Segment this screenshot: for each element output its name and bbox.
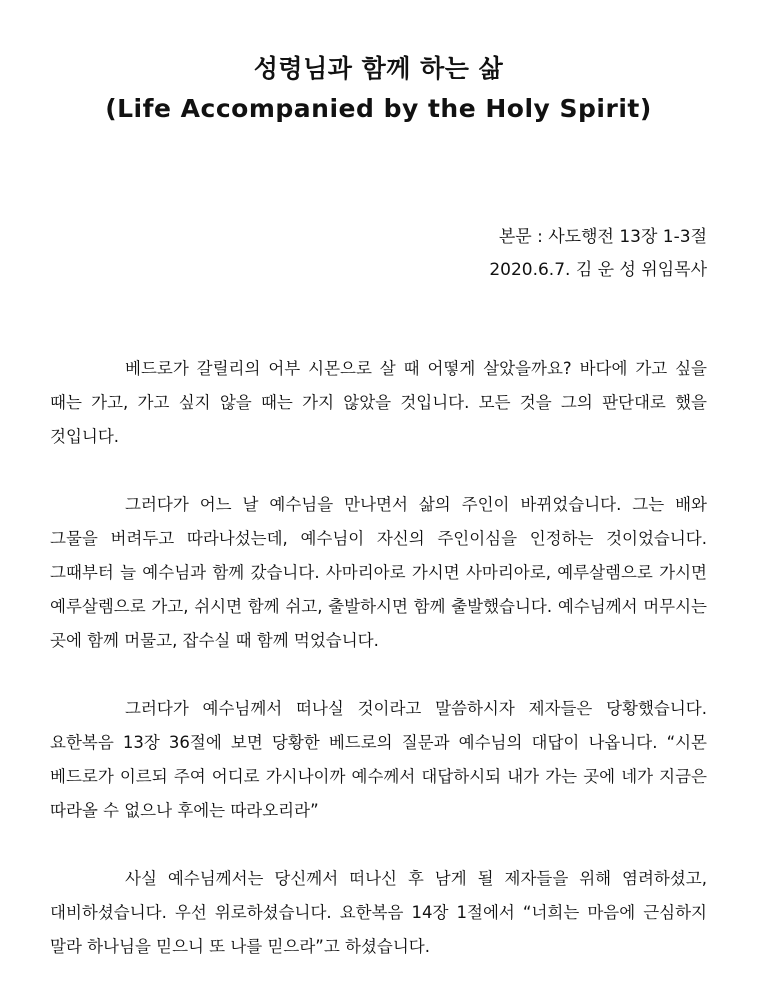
paragraph-4: 사실 예수님께서는 당신께서 떠나신 후 남게 될 제자들을 위해 염려하셨고, 대비하셨습니다. 우선 위로하셨습니다. 요한복음 14장 1절에서 “너희는 마음에 근심하지 말라 하나님을 믿으니 또 나를 믿으라”고 하셨습니다. xyxy=(50,869,707,956)
page-subtitle: (Life Accompanied by the Holy Spirit) xyxy=(105,94,652,123)
page-title: 성령님과 함께 하는 삶 xyxy=(253,54,504,83)
paragraph-2: 그러다가 어느 날 예수님을 만나면서 삶의 주인이 바뀌었습니다. 그는 배와 그물을 버려두고 따라나섰는데, 예수님이 자신의 주인이심을 인정하는 것이었습니다. 그때부터 늘 예수님과 함께 갔습니다. 사마리아로 가시면 사마리아로, 예루살렘으로 가시면 예루살렘으로 가고, 쉬시면 함께 쉬고, 출발하시면 함께 출발했습니다. 예수님께서 머무시는 곳에 함께 머물고, 잡수실 때 함께 먹었습니다. xyxy=(50,495,707,650)
date-author-line: 2020.6.7. 김 운 성 위임목사 xyxy=(489,260,707,280)
scripture-reference: 본문 : 사도행전 13장 1-3절 xyxy=(498,227,707,247)
paragraph-1: 베드로가 갈릴리의 어부 시몬으로 살 때 어떻게 살았을까요? 바다에 가고 싶을 때는 가고, 가고 싶지 않을 때는 가지 않았을 것입니다. 모든 것을 그의 판단대로 했을 것입니다. xyxy=(50,359,707,446)
paragraph-3: 그러다가 예수님께서 떠나실 것이라고 말씀하시자 제자들은 당황했습니다. 요한복음 13장 36절에 보면 당황한 베드로의 질문과 예수님의 대답이 나옵니다. “시몬 베드로가 이르되 주여 어디로 가시나이까 예수께서 대답하시되 내가 가는 곳에 네가 지금은 따라올 수 없으나 후에는 따라오리라” xyxy=(50,699,707,820)
document-body xyxy=(50,352,707,998)
